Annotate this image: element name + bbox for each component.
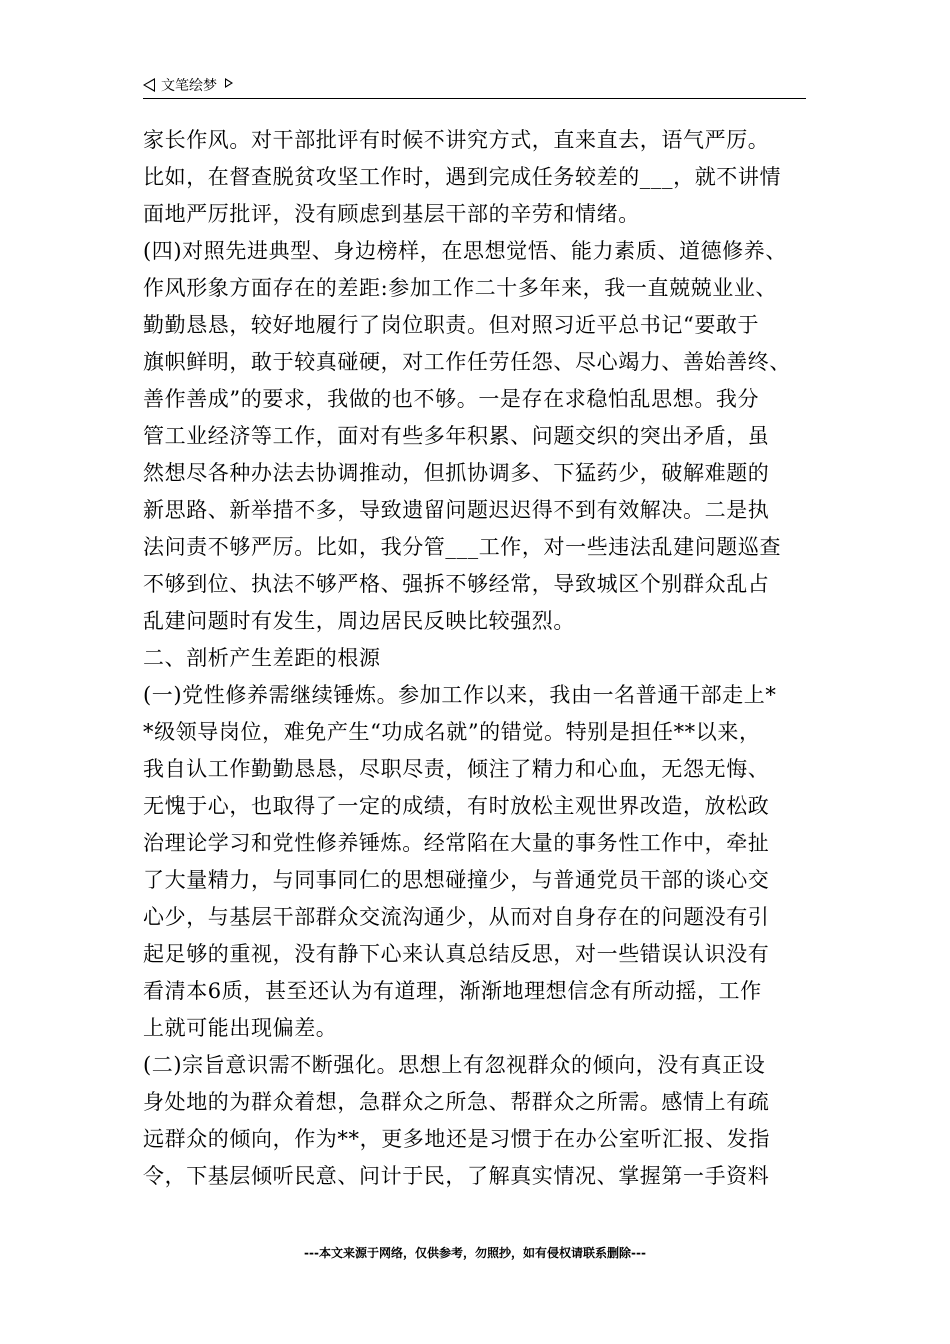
page-footer: ---本文来源于网络，仅供参考，勿照抄，如有侵权请联系删除--- [304,1246,646,1260]
text-line: 家长作风。对干部批评有时候不讲究方式，直来直去，语气严厉。 [143,128,770,152]
document-body [143,122,843,1195]
text-line: 起足够的重视，没有静下心来认真总结反思，对一些错误认识没有 [143,942,770,966]
text-line: 勤勤恳恳，较好地履行了岗位职责。但对照习近平总书记“要敢于 [143,313,760,337]
header-title: 文笔绘梦 [161,78,217,94]
text-line: 治理论学习和党性修养锤炼。经常陷在大量的事务性工作中，牵扯 [143,831,770,855]
text-line: 乱建问题时有发生，周边居民反映比较强烈。 [143,609,575,633]
text-line: 然想尽各种办法去协调推动，但抓协调多、下猛药少，破解难题的 [143,461,770,485]
section-heading: 二、剖析产生差距的根源 [143,646,381,670]
text-line: 管工业经济等工作，面对有些多年积累、问题交织的突出矛盾，虽 [143,424,770,448]
text-line: *级领导岗位，难免产生“功成名就”的错觉。特别是担任**以来， [143,720,761,744]
text-line: 我自认工作勤勤恳恳，尽职尽责，倾注了精力和心血，无怨无悔、 [143,757,770,781]
text-line: 令，下基层倾听民意、问计于民，了解真实情况、掌握第一手资料 [143,1164,770,1188]
text-line: 无愧于心，也取得了一定的成绩，有时放松主观世界改造，放松政 [143,794,770,818]
text-line: 作风形象方面存在的差距:参加工作二十多年来，我一直兢兢业业、 [143,276,778,300]
triangle-left-icon [143,78,155,92]
text-line: 心少，与基层干部群众交流沟通少，从而对自身存在的问题没有引 [143,905,770,929]
text-line: 远群众的倾向，作为**，更多地还是习惯于在办公室听汇报、发指 [143,1127,770,1151]
text-line: 上就可能出现偏差。 [143,1016,338,1040]
text-line: (四)对照先进典型、身边榜样，在思想觉悟、能力素质、道德修养、 [143,239,787,263]
text-line: 身处地的为群众着想，急群众之所急、帮群众之所需。感情上有疏 [143,1090,770,1114]
text-line: 新思路、新举措不多，导致遗留问题迟迟得不到有效解决。二是执 [143,498,770,522]
text-line: 比如，在督查脱贫攻坚工作时，遇到完成任务较差的___，就不讲情 [143,165,782,189]
text-line: 看清本6质，甚至还认为有道理，渐渐地理想信念有所动摇，工作 [143,979,762,1003]
text-line: 不够到位、执法不够严格、强拆不够经常，导致城区个别群众乱占 [143,572,770,596]
triangle-right-icon [225,78,233,88]
text-line: (二)宗旨意识需不断强化。思想上有忽视群众的倾向，没有真正设 [143,1053,766,1077]
text-line: (一)党性修养需继续锤炼。参加工作以来，我由一名普通干部走上* [143,683,777,707]
text-line: 善作善成”的要求，我做的也不够。一是存在求稳怕乱思想。我分 [143,387,760,411]
text-line: 法问责不够严厉。比如，我分管___工作，对一些违法乱建问题巡查 [143,535,782,559]
text-line: 面地严厉批评，没有顾虑到基层干部的辛劳和情绪。 [143,202,640,226]
text-line: 了大量精力，与同事同仁的思想碰撞少，与普通党员干部的谈心交 [143,868,770,892]
text-line: 旗帜鲜明，敢于较真碰硬，对工作任劳任怨、尽心竭力、善始善终、 [143,350,791,374]
page-header [143,72,806,99]
